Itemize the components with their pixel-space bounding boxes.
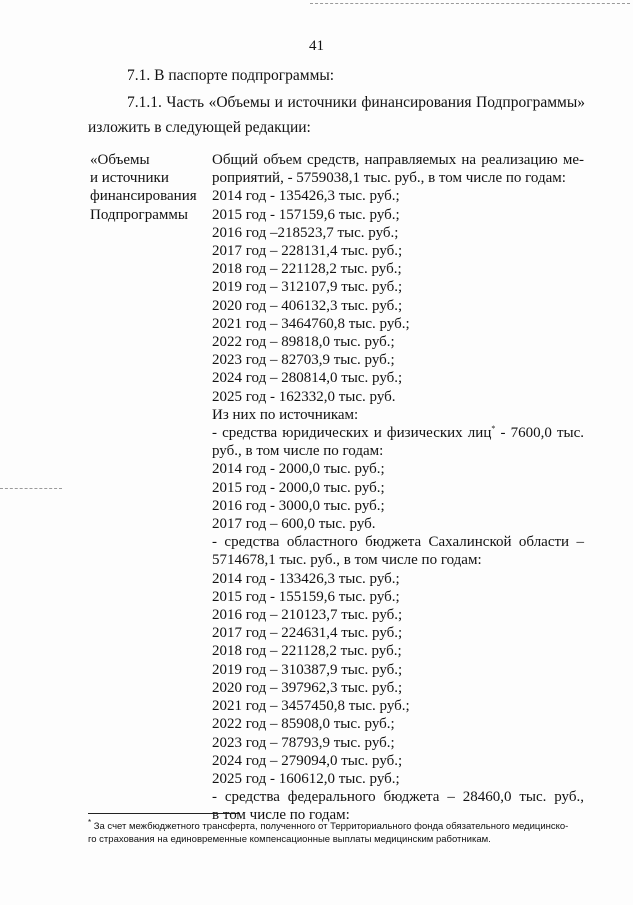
legal-entities-text: - средства юридических и физических лиц [212,425,492,442]
footnote [88,817,582,846]
left-cell-line: и источники [90,170,169,187]
total-year-2024: 2024 год – 280814,0 тыс. руб.; [212,370,403,387]
regional-year-2014: 2014 год - 133426,3 тыс. руб.; [212,570,400,587]
regional-year-2023: 2023 год – 78793,9 тыс. руб.; [212,734,395,751]
paragraph-line-1: 7.1.1. Часть «Объемы и источники финансирования Подпрограммы» [127,94,585,111]
footnote-line-1 [88,817,582,833]
regional-year-2021: 2021 год – 3457450,8 тыс. руб.; [212,698,410,715]
regional-year-2022: 2022 год – 85908,0 тыс. руб.; [212,716,395,733]
footnote-mark: * [88,817,92,827]
total-year-2018: 2018 год – 221128,2 тыс. руб.; [212,261,402,278]
regional-year-2015: 2015 год - 155159,6 тыс. руб.; [212,588,400,605]
total-year-2016: 2016 год –218523,7 тыс. руб.; [212,224,399,241]
total-year-2023: 2023 год – 82703,9 тыс. руб.; [212,352,395,369]
total-year-2021: 2021 год – 3464760,8 тыс. руб.; [212,315,410,332]
table-left-cell [90,151,214,224]
federal-budget-line-1: - средства федерального бюджета – 28460,0 тыс. руб., [212,789,584,806]
regional-year-2016: 2016 год – 210123,7 тыс. руб.; [212,607,403,624]
paragraph-line-2: изложить в следующей редакции: [88,119,311,136]
footnote-text-1: За счет межбюджетного трансферта, полученного от Территориального фонда обязательного медицинско- [93,821,569,832]
total-year-2017: 2017 год – 228131,4 тыс. руб.; [212,243,403,260]
total-year-2015: 2015 год - 157159,6 тыс. руб.; [212,206,400,223]
total-year-2020: 2020 год – 406132,3 тыс. руб.; [212,297,403,314]
total-intro-line-1: Общий объем средств, направляемых на реализацию ме- [212,152,584,168]
page-number: 41 [309,38,324,54]
footnote-line-2: го страхования на единовременные компенсационные выплаты медицинским работникам. [88,834,491,845]
legal-year-2016: 2016 год - 3000,0 тыс. руб.; [212,497,385,514]
regional-year-2018: 2018 год – 221128,2 тыс. руб.; [212,643,402,660]
legal-entities-line-2: руб., в том числе по годам: [212,443,384,460]
regional-year-2017: 2017 год – 224631,4 тыс. руб.; [212,625,403,642]
legal-year-2014: 2014 год - 2000,0 тыс. руб.; [212,461,385,478]
total-intro-line-2: роприятий, - 5759038,1 тыс. руб., в том числе по годам: [212,170,566,187]
federal-budget-line-2: в том числе по годам: [212,807,350,824]
footnote-mark: * [491,424,496,434]
legal-entities-amount: - 7600,0 тыс. [495,425,584,442]
total-year-2019: 2019 год – 312107,9 тыс. руб.; [212,279,403,296]
regional-budget-line-2: 5714678,1 тыс. руб., в том числе по годам: [212,552,482,569]
section-heading: 7.1. В паспорте подпрограммы: [127,67,335,84]
total-year-2022: 2022 год – 89818,0 тыс. руб.; [212,334,395,351]
regional-budget-line-1: - средства областного бюджета Сахалинской области – [212,534,584,551]
total-year-2025: 2025 год - 162332,0 тыс. руб. [212,388,396,405]
regional-year-2024: 2024 год – 279094,0 тыс. руб.; [212,752,403,769]
legal-year-2015: 2015 год - 2000,0 тыс. руб.; [212,479,385,496]
legal-year-2017: 2017 год – 600,0 тыс. руб. [212,516,376,533]
scan-artifact-top [310,3,630,4]
left-cell-line: финансирования [90,188,197,205]
legal-entities-line-1 [212,424,584,442]
regional-year-2019: 2019 год – 310387,9 тыс. руб.; [212,661,403,678]
regional-year-2020: 2020 год – 397962,3 тыс. руб.; [212,679,403,696]
regional-year-2025: 2025 год - 160612,0 тыс. руб.; [212,770,400,787]
footnote-divider [88,813,240,814]
total-year-2014: 2014 год - 135426,3 тыс. руб.; [212,188,400,205]
table-right-cell [212,151,584,825]
left-cell-line: Подпрограммы [90,206,188,223]
sources-heading: Из них по источникам: [212,406,359,423]
left-cell-line: «Объемы [90,152,150,168]
scan-artifact-left [0,488,62,489]
